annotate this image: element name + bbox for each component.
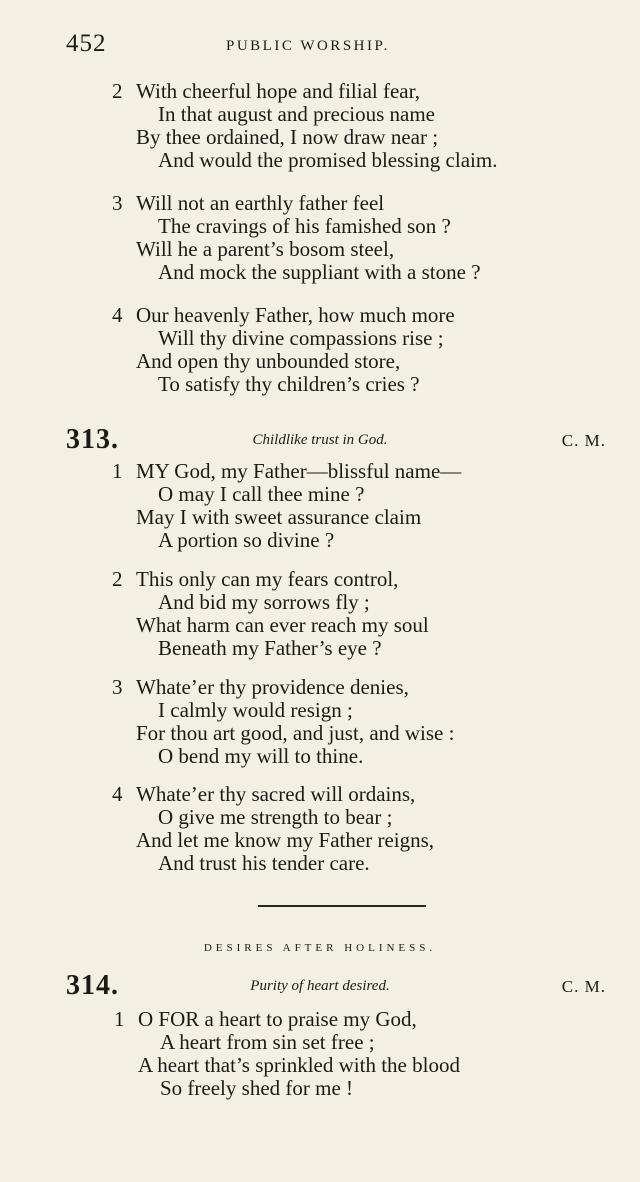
running-title: PUBLIC WORSHIP.: [226, 38, 390, 54]
stanza-number: 1: [112, 459, 123, 483]
verse-line: Will he a parent’s bosom steel,: [136, 237, 395, 261]
hymn-number: 313.: [66, 424, 119, 455]
hymn-meter: C. M.: [561, 431, 606, 450]
verse-line: What harm can ever reach my soul: [136, 613, 429, 637]
verse-line: A portion so divine ?: [158, 528, 335, 552]
stanza-number: 3: [112, 675, 123, 699]
verse-line: May I with sweet assurance claim: [136, 505, 422, 529]
verse-line: Our heavenly Father, how much more: [136, 303, 455, 327]
stanza-number: 1: [114, 1007, 125, 1031]
hymn-number: 314.: [66, 970, 119, 1001]
verse-line: And mock the suppliant with a stone ?: [158, 260, 481, 284]
verse-line: A heart from sin set free ;: [160, 1030, 375, 1054]
hymn-title: Purity of heart desired.: [250, 978, 390, 994]
verse-line: For thou art good, and just, and wise :: [136, 721, 455, 745]
section-divider: [258, 905, 426, 907]
stanza-number: 3: [112, 191, 123, 215]
hymn-meter: C. M.: [561, 977, 606, 996]
section-heading: DESIRES AFTER HOLINESS.: [203, 942, 437, 954]
hymn-title: Childlike trust in God.: [252, 432, 388, 448]
verse-line: By thee ordained, I now draw near ;: [136, 125, 439, 149]
running-head: [66, 30, 606, 64]
verse-line: And open thy unbounded store,: [136, 349, 401, 373]
verse-line: MY God, my Father—blissful name—: [136, 459, 462, 483]
verse-line: Will thy divine compassions rise ;: [158, 326, 444, 350]
stanza-number: 2: [112, 79, 123, 103]
verse-line: And would the promised blessing claim.: [158, 148, 498, 172]
page-number: 452: [66, 30, 107, 57]
verse-line: I calmly would resign ;: [158, 698, 353, 722]
verse-line: And trust his tender care.: [158, 851, 370, 875]
verse-line: O give me strength to bear ;: [158, 805, 393, 829]
verse-line: And let me know my Father reigns,: [136, 828, 435, 852]
verse-line: In that august and precious name: [158, 102, 435, 126]
stanza-number: 2: [112, 567, 123, 591]
stanza-number: 4: [112, 782, 123, 806]
verse-line: To satisfy thy children’s cries ?: [158, 372, 420, 396]
verse-line: The cravings of his famished son ?: [158, 214, 451, 238]
verse-line: So freely shed for me !: [160, 1076, 354, 1100]
verse-line: O FOR a heart to praise my God,: [138, 1007, 417, 1031]
verse-line: Will not an earthly father feel: [136, 191, 385, 215]
verse-line: A heart that’s sprinkled with the blood: [138, 1053, 460, 1077]
stanza-number: 4: [112, 303, 123, 327]
verse-line: With cheerful hope and filial fear,: [136, 79, 421, 103]
hymn-313-header: [0, 424, 640, 454]
verse-line: O may I call thee mine ?: [158, 482, 365, 506]
verse-line: Whate’er thy sacred will ordains,: [136, 782, 416, 806]
verse-line: Beneath my Father’s eye ?: [158, 636, 382, 660]
verse-line: This only can my fears control,: [136, 567, 399, 591]
hymn-314-header: [0, 970, 640, 1000]
verse-line: Whate’er thy providence denies,: [136, 675, 409, 699]
verse-line: And bid my sorrows fly ;: [158, 590, 370, 614]
verse-line: O bend my will to thine.: [158, 744, 364, 768]
